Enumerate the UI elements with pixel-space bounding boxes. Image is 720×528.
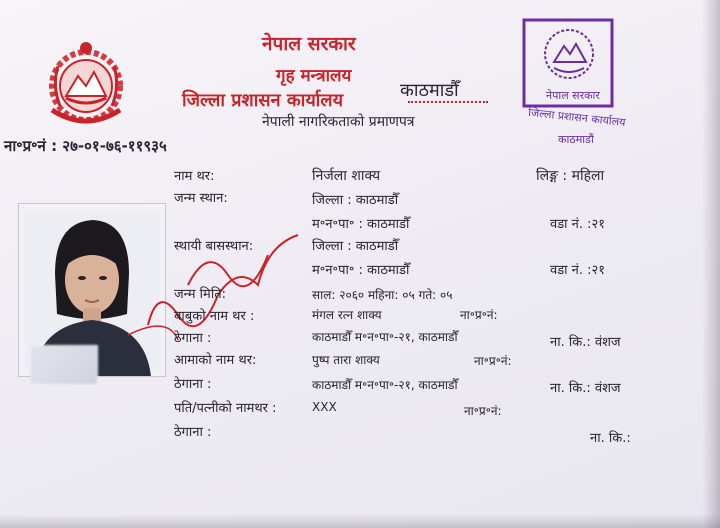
birthplace-label: जन्म स्थान: (174, 191, 228, 206)
perm-district: जिल्ला : काठमाडौँ (312, 239, 399, 254)
father-cert-number: ना॰प्र॰नं: (460, 308, 498, 322)
certificate-number: ना॰प्र॰नं : २७-०१-७६-११९३५ (4, 137, 167, 155)
birth-municipality: म॰न॰पा॰ : काठमाडौँ (312, 217, 410, 232)
stamp-line-2: जिल्ला प्रशासन कार्यालय (527, 105, 627, 130)
redacted-area (30, 345, 98, 385)
dob-label: जन्म मिति: (174, 287, 226, 302)
nepal-emblem-icon (38, 36, 134, 134)
dob-value: साल: २०६० महिना: ०५ गते: ०५ (312, 288, 453, 302)
certificate-title: नेपाली नागरिकताको प्रमाणपत्र (262, 114, 415, 130)
mother-name-label: आमाको नाम थर: (174, 353, 257, 368)
perm-municipality: म॰न॰पा॰ : काठमाडौँ (312, 263, 410, 278)
father-name-value: मंगल रत्न शाक्य (312, 308, 382, 322)
gender-value: लिङ्ग : महिला (536, 168, 605, 184)
spouse-citizenship-type: ना. कि.: (590, 431, 631, 446)
spouse-name-value: XXX (312, 400, 337, 414)
father-address-value: काठमाडौँ म॰न॰पा॰-२१, काठमाडौँ (312, 330, 458, 344)
spouse-address-label: ठेगाना : (174, 425, 212, 440)
birth-district: जिल्ला : काठमाडौँ (312, 193, 399, 208)
header-office: जिल्ला प्रशासन कार्यालय (182, 90, 344, 111)
name-value: निर्जला शाक्य (312, 168, 381, 184)
stamp-line-3: काठमाडौं (558, 133, 594, 146)
father-address-label: ठेगाना : (174, 331, 212, 346)
spouse-cert-number: ना॰प्र॰नं: (464, 404, 502, 418)
mother-name-value: पुष्प तारा शाक्य (312, 353, 380, 367)
birth-ward: वडा नं. :२१ (550, 217, 606, 232)
header-district: काठमाडौँ (400, 80, 459, 101)
header-ministry: गृह मन्त्रालय (276, 66, 352, 86)
mother-citizenship-type: ना. कि.: वंशज (550, 381, 621, 396)
father-citizenship-type: ना. कि.: वंशज (550, 335, 621, 350)
father-name-label: बाबुको नाम थर : (174, 309, 255, 324)
header-dotted-line (408, 101, 488, 103)
perm-ward: वडा नं. :२१ (550, 263, 606, 278)
mother-address-value: काठमाडौँ म॰न॰पा॰-२१, काठमाडौँ (312, 378, 458, 392)
mother-address-label: ठेगाना : (174, 377, 212, 392)
permanent-address-label: स्थायी बासस्थान: (174, 239, 254, 254)
card-bottom-shadow (0, 514, 720, 528)
card-edge-shadow (702, 0, 720, 528)
stamp-line-1: नेपाल सरकार (546, 89, 600, 102)
spouse-name-label: पति/पत्नीको नामथर : (174, 401, 277, 416)
mother-cert-number: ना॰प्र॰नं: (474, 354, 512, 368)
header-government: नेपाल सरकार (262, 33, 356, 55)
name-label: नाम थर: (174, 169, 215, 184)
